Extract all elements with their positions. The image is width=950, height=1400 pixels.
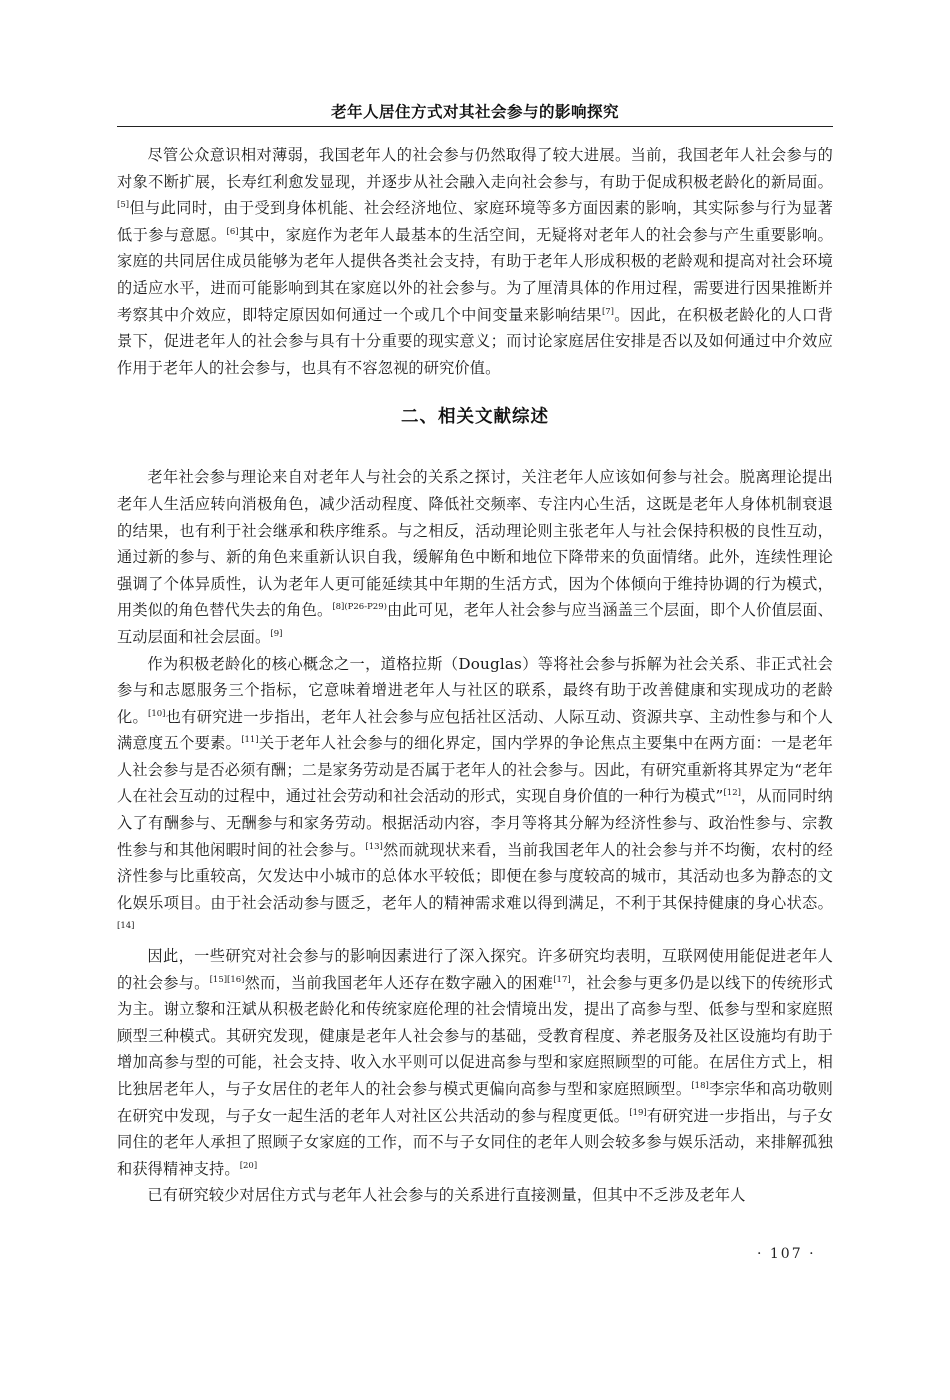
- text-segment: 也有研究进一步指出，老年人社会参与应包括社区活动、人际互动、资源共享、主动性参与和个人满意度五个要素。: [117, 707, 833, 753]
- citation-marker: [9]: [270, 628, 283, 639]
- text-segment: 尽管公众意识相对薄弱，我国老年人的社会参与仍然取得了较大进展。当前，我国老年人社会参与的对象不断扩展，长寿红利愈发显现，并逐步从社会融入走向社会参与，有助于促成积极老龄化的新局面。: [117, 146, 833, 191]
- text-segment: 然而，当前我国老年人还存在数字融入的困难: [244, 973, 554, 992]
- text-segment: 李宗华和高功敬则在研究中发现，与子女一起生活的老年人对社区公共活动的参与程度更低。: [117, 1080, 833, 1125]
- citation-marker: [10]: [148, 708, 166, 719]
- text-segment: 因此，一些研究对社会参与的影响因素进行了深入探究。许多研究均表明，互联网使用能促进老年人的社会参与。: [117, 947, 833, 992]
- citation-marker: [20]: [239, 1160, 258, 1171]
- citation-marker: [7]: [601, 306, 614, 317]
- text-segment: ，社会参与更多仍是以线下的传统形式为主。谢立黎和汪斌从积极老龄化和传统家庭伦理的社会情境出发，提出了高参与型、低参与型和家庭照顾型三种模式。其研究发现，健康是老年人社会参与的基础，受教育程度、养老服务及社区设施均有助于增加高参与型的可能，社会支持、收入水平则可以促进高参与型和家庭照顾型的可能。在居住方式上，相比独居老年人，与子女居住的老年人的社会参与模式更偏向高参与型和家庭照顾型。: [117, 973, 833, 1098]
- text-segment: 已有研究较少对居住方式与老年人社会参与的关系进行直接测量，但其中不乏涉及老年人: [147, 1186, 746, 1205]
- citation-marker: [18]: [691, 1081, 709, 1091]
- citation-marker: [13]: [365, 841, 383, 852]
- citation-marker: [8](P26-P29): [332, 602, 387, 613]
- section-title: 二、相关文献综述: [401, 407, 549, 428]
- citation-marker: [14]: [117, 921, 135, 932]
- page-number: · 107 ·: [757, 1246, 816, 1262]
- text-segment: 。因此，在积极老龄化的人口背景下，促进老年人的社会参与具有十分重要的现实意义；而讨论家庭居住安排是否以及如何通过中介效应作用于老年人的社会参与，也具有不容忽视的研究价值。: [117, 305, 833, 377]
- text-segment: 作为积极老龄化的核心概念之一，道格拉斯（Douglas）等将社会参与拆解为社会关系、非正式社会参与和志愿服务三个指标，它意味着增进老年人与社区的联系，最终有助于改善健康和实现成功的老龄化。: [117, 654, 833, 726]
- text-segment: 其中，家庭作为老年人最基本的生活空间，无疑将对老年人的社会参与产生重要影响。家庭的共同居住成员能够为老年人提供各类社会支持，有助于老年人形成积极的老龄观和提高对社会环境的适应水平，进而可能影响到其在家庭以外的社会参与。为了厘清具体的作用过程，需要进行因果推断并考察其中介效应，即特定原因如何通过一个或几个中间变量来影响结果: [117, 225, 833, 324]
- body-text: [117, 142, 833, 1209]
- body-paragraph: [117, 464, 833, 650]
- body-paragraph: [117, 943, 833, 1182]
- text-segment: 关于老年人社会参与的细化界定，国内学界的争论焦点主要集中在两方面：一是老年人社会参与是否必须有酬；二是家务劳动是否属于老年人的社会参与。因此，有研究重新将其界定为“老年人在社会互动的过程中，通过社会劳动和社会活动的形式，实现自身价值的一种行为模式”: [117, 734, 833, 806]
- text-segment: 老年社会参与理论来自对老年人与社会的关系之探讨，关注老年人应该如何参与社会。脱离理论提出老年人生活应转向消极角色，减少活动程度、降低社交频率、专注内心生活，这既是老年人身体机制衰退的结果，也有利于社会继承和秩序维系。与之相反，活动理论则主张老年人与社会保持积极的良性互动，通过新的参与、新的角色来重新认识自我，缓解角色中断和地位下降带来的负面情绪。此外，连续性理论强调了个体异质性，认为老年人更可能延续其中年期的生活方式，因为个体倾向于维持协调的行为模式，用类似的角色替代失去的角色。: [117, 468, 833, 620]
- text-segment: ，从而同时纳入了有酬参与、无酬参与和家务劳动。根据活动内容，李月等将其分解为经济性参与、政治性参与、宗教性参与和其他闲暇时间的社会参与。: [117, 787, 834, 859]
- citation-marker: [5]: [117, 200, 130, 211]
- body-paragraph: [117, 1182, 833, 1209]
- body-paragraph: [117, 651, 833, 944]
- body-paragraph: [117, 142, 833, 381]
- text-segment: 有研究进一步指出，与子女同住的老年人承担了照顾子女家庭的工作，而不与子女同住的老年人则会较多参与娱乐活动，来排解孤独和获得精神支持。: [117, 1106, 833, 1178]
- citation-marker: [12]: [723, 788, 741, 799]
- citation-marker: [19]: [629, 1107, 647, 1118]
- citation-marker: [17]: [553, 974, 571, 985]
- intro-block: [117, 142, 833, 381]
- text-segment: 由此可见，老年人社会参与应当涵盖三个层面，即个人价值层面、互动层面和社会层面。: [117, 601, 833, 646]
- citation-marker: [11]: [241, 735, 259, 746]
- header-rule: [117, 126, 833, 127]
- citation-marker: [15][16]: [209, 974, 245, 985]
- text-segment: 但与此同时，由于受到身体机能、社会经济地位、家庭环境等多方面因素的影响，其实际参与行为显著低于参与意愿。: [117, 199, 833, 244]
- running-header: 老年人居住方式对其社会参与的影响探究: [330, 103, 619, 121]
- section-block: [117, 464, 833, 1209]
- text-segment: 然而就现状来看，当前我国老年人的社会参与并不均衡，农村的经济性参与比重较高，欠发达中小城市的总体水平较低；即便在参与度较高的城市，其活动也多为静态的文化娱乐项目。由于社会活动参与匮乏，老年人的精神需求难以得到满足，不利于其保持健康的身心状态。: [117, 840, 833, 912]
- citation-marker: [6]: [226, 226, 239, 237]
